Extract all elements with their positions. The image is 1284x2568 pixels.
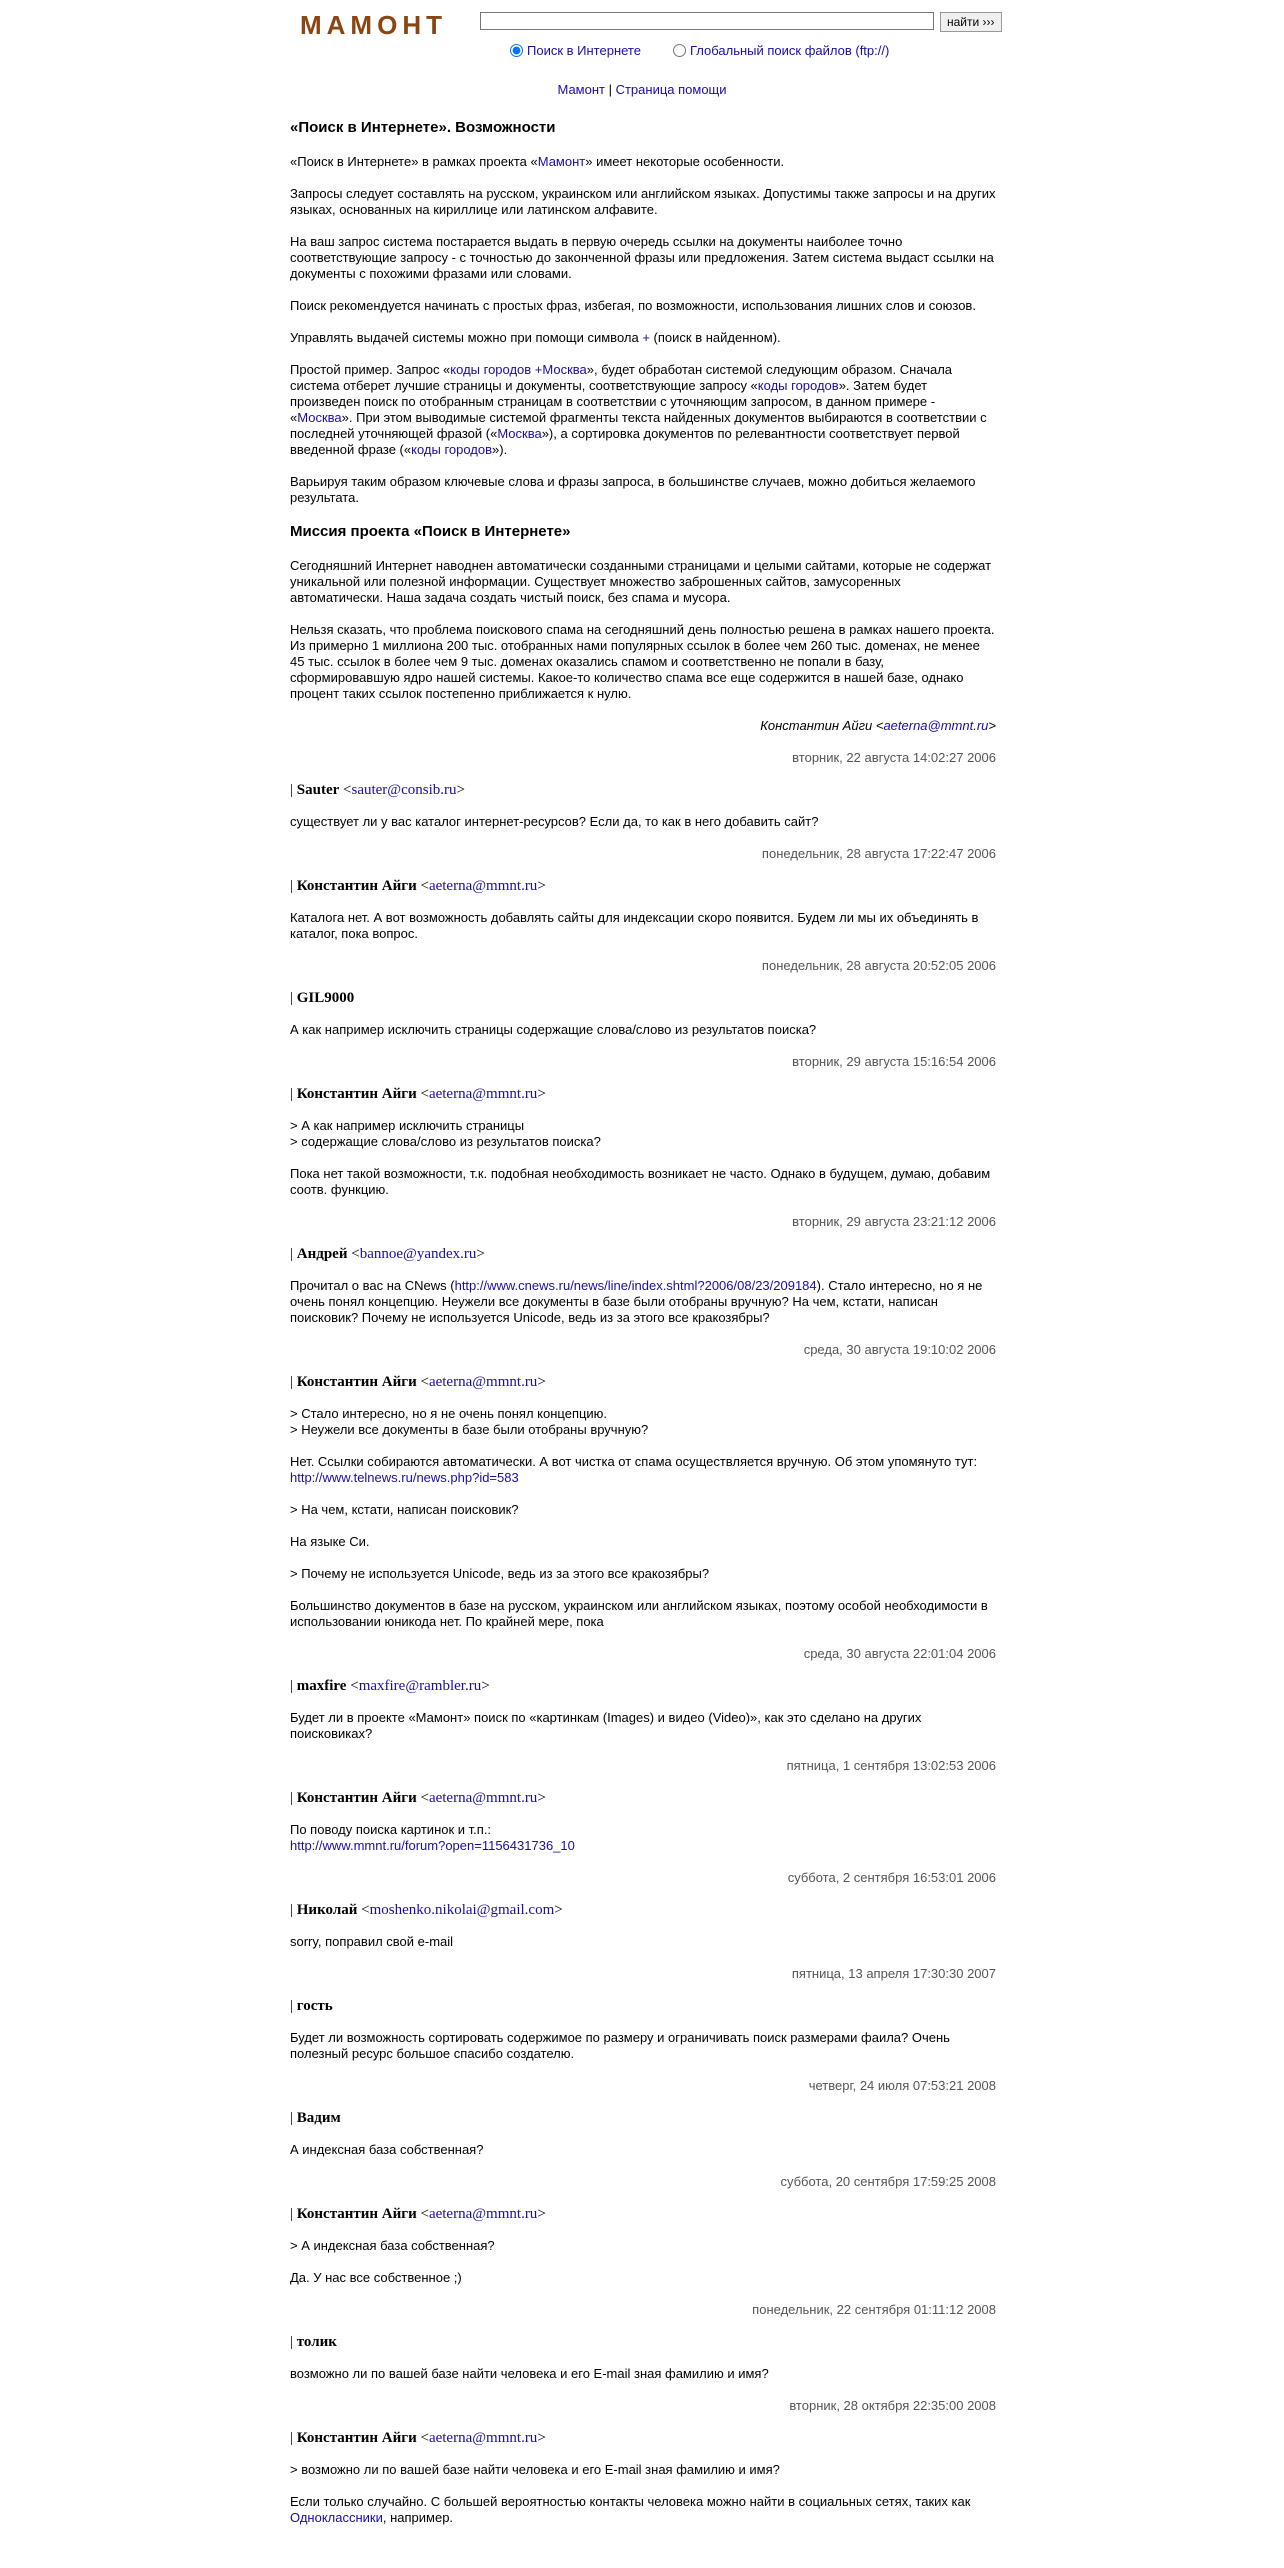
comment-pipe: | [290,1246,297,1262]
comment-author-name: Константин Айги [296,1086,417,1102]
search-button[interactable]: найти ››› [940,12,1002,32]
comment-link[interactable]: Одноклассники [290,2510,383,2525]
comment-pipe: | [290,1374,297,1390]
comment-author: | Константин Айги <aeterna@mmnt.ru> [290,2430,546,2446]
article-title: «Поиск в Интернете». Возможности [290,119,556,136]
article-paragraph: На ваш запрос система постарается выдать в первую очередь ссылки на документы наиболее точно соответствующие запросу - с точностью до законченной фразы или предложения. Затем система выдаст ссылки на документы с похожими фразами или словами. [290,234,994,281]
comment-author-email[interactable]: bannoe@yandex.ru [359,1246,477,1262]
comment-author [290,990,996,1006]
radio-ftp-option[interactable] [673,43,889,58]
comment-author-name: Константин Айги [296,2430,417,2446]
comment-author-email[interactable]: maxfire@rambler.ru [358,1678,482,1694]
comment-author: | Константин Айги <aeterna@mmnt.ru> [290,2206,546,2222]
comment-date: вторник, 29 августа 15:16:54 2006 [792,1054,996,1069]
comment-author-name: Константин Айги [296,1790,417,1806]
comment-author-name: толик [296,2334,337,2350]
radio-ftp-label[interactable]: Глобальный поиск файлов (ftp://) [689,43,890,58]
article-paragraph: Нельзя сказать, что проблема поискового спама на сегодняшний день полностью решена в рамках нашего проекта. Из примерно 1 миллиона 200 тыс. отобранных нами популярных ссылок в более чем 260 тыс. доменах, не менее 45 тыс. ссылок в более чем 9 тыс. доменах оказались спамом и соответственно не попали в базу, сформировавшую ядро нашей системы. Какое-то количество спама все еще содержится в нашей базе, однако процент таких ссылок постепенно приближается к нулю. [290,622,995,701]
comment-author [290,1998,996,2014]
comment-author-email[interactable]: aeterna@mmnt.ru [428,1374,538,1390]
example-query-link[interactable]: Москва [497,426,542,441]
comment-date: понедельник, 22 сентября 01:11:12 2008 [752,2302,996,2317]
mamont-link[interactable]: Мамонт [557,82,605,97]
comment-body: возможно ли по вашей базе найти человека и его E-mail зная фамилию и имя? [290,2366,769,2381]
main-content [290,118,996,2542]
comment-body: Нет. Ссылки собираются автоматически. А вот чистка от спама осуществляется вручную. Об этом упомянуто тут: http://www.telnews.ru/news.php?id=583 [290,1454,978,1485]
radio-internet-label[interactable]: Поиск в Интернете [527,43,641,58]
comment-body: А как например исключить страницы содержащие слова/слово из результатов поиска? [290,1022,817,1037]
article-paragraph: Сегодняшний Интернет наводнен автоматически созданными страницами и целыми сайтами, которые не содержат уникальной или полезной информации. Существует множество заброшенных сайтов, замусоренных автоматически. Наша задача создать чистый поиск, без спама и мусора. [290,558,992,605]
comment-date: среда, 30 августа 19:10:02 2006 [803,1342,996,1357]
comment-author-email[interactable]: aeterna@mmnt.ru [428,1086,538,1102]
comment-author-name: Вадим [296,2110,341,2126]
comment-body: sorry, поправил свой e-mail [290,1934,454,1949]
article-paragraph: «Поиск в Интернете» в рамках проекта «Мамонт» имеет некоторые особенности. [290,154,785,169]
comment-author [290,2110,996,2126]
comment-pipe: | [290,1086,297,1102]
mamont-inline-link[interactable]: Мамонт [537,154,586,169]
comment-author-name: Константин Айги [296,878,417,894]
comment-author-name: Константин Айги [296,2206,417,2222]
comment-body: > А индексная база собственная? [290,2238,495,2253]
comment-author: | Константин Айги <aeterna@mmnt.ru> [290,1086,546,1102]
comment-author [290,2334,996,2350]
comment-author-email[interactable]: sauter@consib.ru [351,782,457,798]
comment-pipe: | [290,878,297,894]
comment-date: понедельник, 28 августа 20:52:05 2006 [761,958,996,973]
comment-author-email[interactable]: aeterna@mmnt.ru [428,2430,538,2446]
example-query-link[interactable]: коды городов +Москва [450,362,587,377]
comment-author-name: Андрей [296,1246,348,1262]
comment-body: > Стало интересно, но я не очень понял концепцию. > Неужели все документы в базе были отобраны вручную? [290,1406,649,1437]
comment-author: | Константин Айги <aeterna@mmnt.ru> [290,878,546,894]
comment-pipe: | [290,2206,297,2222]
comment-body: Большинство документов в базе на русском, украинском или английском языках, поэтому особой необходимости в использовании юникода нет. По крайней мере, пока [290,1598,988,1629]
comment-link[interactable]: http://www.cnews.ru/news/line/index.shtml?2006/08/23/209184 [454,1278,817,1293]
top-nav [0,82,1284,97]
comment-author-name: Константин Айги [296,1374,417,1390]
comment-pipe: | [290,1790,297,1806]
comment-date: суббота, 2 сентября 16:53:01 2006 [787,1870,996,1885]
article-paragraph: Простой пример. Запрос «коды городов +Москва», будет обработан системой следующим образом. Сначала система отберет лучшие страницы и документы, соответствующие запросу «коды городов». Затем будет произведен поиск по отобранным страницам в соответствии с уточняющим запросом, в данном примере - «Москва». При этом выводимые системой фрагменты текста найденных документов выбираются в соответствии с последней уточняющей фразой («Москва»), а сортировка документов по релевантности соответствует первой введенной фразе («коды городов»). [290,362,987,457]
comment-list [290,782,996,2526]
comment-body: > А как например исключить страницы > содержащие слова/слово из результатов поиска? [290,1118,601,1149]
comment-body: Пока нет такой возможности, т.к. подобная необходимость возникает не часто. Однако в будущем, думаю, добавим соотв. функцию. [290,1166,991,1197]
comment-body: Будет ли возможность сортировать содержимое по размеру и ограничивать поиск размерами фаила? Очень полезный ресурс большое спасибо создателю. [290,2030,950,2061]
comment-pipe: | [290,782,297,798]
article-paragraph: Поиск рекомендуется начинать с простых фраз, избегая, по возможности, использования лишних слов и союзов. [290,298,976,313]
comment-pipe: | [290,2110,297,2126]
comment-pipe: | [290,2430,297,2446]
article-paragraph: Запросы следует составлять на русском, украинском или английском языках. Допустимы также запросы и на других языках, основанных на кириллице или латинском алфавите. [290,186,996,217]
comment-author-email[interactable]: aeterna@mmnt.ru [428,878,538,894]
help-link[interactable]: Страница помощи [615,82,727,97]
comment-pipe: | [290,990,297,1006]
comment-link[interactable]: http://www.telnews.ru/news.php?id=583 [290,1470,519,1485]
comment-author-name: Sauter [296,782,340,798]
comment-pipe: | [290,2334,297,2350]
comment-date: суббота, 20 сентября 17:59:25 2008 [780,2174,996,2189]
comment-author-email[interactable]: aeterna@mmnt.ru [428,2206,538,2222]
comment-author-name: maxfire [296,1678,347,1694]
article-paragraph: Управлять выдачей системы можно при помощи символа + (поиск в найденном). [290,330,781,345]
comment-link[interactable]: http://www.mmnt.ru/forum?open=1156431736_10 [290,1838,575,1853]
comment-author-name: гость [296,1998,333,2014]
article-signature: Константин Айги <aeterna@mmnt.ru> [760,718,996,733]
comment-body: На языке Си. [290,1534,370,1549]
comment-author: | Sauter <sauter@consib.ru> [290,782,465,798]
search-mode-group [510,43,889,58]
comment-author: | Николай <moshenko.nikolai@gmail.com> [290,1902,563,1918]
comment-body: Каталога нет. А вот возможность добавлять сайты для индексации скоро появится. Будем ли мы их объединять в каталог, пока вопрос. [290,910,979,941]
radio-internet[interactable] [510,44,523,57]
nav-separator: | [604,82,616,97]
comment-body: > Почему не используется Unicode, ведь из за этого все кракозябры? [290,1566,710,1581]
comment-date: среда, 30 августа 22:01:04 2006 [803,1646,996,1661]
comment-date: вторник, 28 октября 22:35:00 2008 [789,2398,996,2413]
comment-pipe: | [290,1998,297,2014]
plus-symbol-link[interactable]: + [642,330,650,345]
example-query-link[interactable]: Москва [297,410,342,425]
comment-body: Если только случайно. С большей вероятностью контакты человека можно найти в социальных сетях, таких как Одноклассники, например. [290,2494,971,2525]
logo[interactable]: МАМОНТ [300,10,447,40]
comment-date: четверг, 24 июля 07:53:21 2008 [808,2078,996,2093]
comment-body: Да. У нас все собственное ;) [290,2270,462,2285]
comment-author: | Андрей <bannoe@yandex.ru> [290,1246,485,1262]
comment-body: > На чем, кстати, написан поисковик? [290,1502,519,1517]
example-query-link[interactable]: коды городов [411,442,493,457]
comment-pipe: | [290,1678,297,1694]
comment-author-email[interactable]: moshenko.nikolai@gmail.com [369,1902,555,1918]
comment-body: По поводу поиска картинок и т.п.: http://www.mmnt.ru/forum?open=1156431736_10 [290,1822,575,1853]
example-query-link[interactable]: коды городов [757,378,839,393]
comment-date: пятница, 1 сентября 13:02:53 2006 [786,1758,996,1773]
comment-date: вторник, 29 августа 23:21:12 2006 [792,1214,996,1229]
radio-internet-option[interactable] [510,43,641,58]
comment-body: существует ли у вас каталог интернет-ресурсов? Если да, то как в него добавить сайт? [290,814,819,829]
comment-author: | maxfire <maxfire@rambler.ru> [290,1678,490,1694]
radio-ftp[interactable] [673,44,686,57]
comment-date: пятница, 13 апреля 17:30:30 2007 [791,1966,996,1981]
comment-body: Будет ли в проекте «Мамонт» поиск по «картинкам (Images) и видео (Video)», как это сделано на других поисковиках? [290,1710,922,1741]
comment-date: понедельник, 28 августа 17:22:47 2006 [761,846,996,861]
comment-body: > возможно ли по вашей базе найти человека и его E-mail зная фамилию и имя? [290,2462,780,2477]
search-input[interactable] [480,12,934,30]
comment-pipe: | [290,1902,297,1918]
comment-body: А индексная база собственная? [290,2142,484,2157]
comment-author-name: Николай [296,1902,358,1918]
comment-author-email[interactable]: aeterna@mmnt.ru [428,1790,538,1806]
article-paragraph: Варьируя таким образом ключевые слова и фразы запроса, в большинстве случаев, можно добиться желаемого результата. [290,474,976,505]
comment-body: Прочитал о вас на CNews (http://www.cnews.ru/news/line/index.shtml?2006/08/23/209184). Стало интересно, но я не очень понял концепцию. Неужели все документы в базе были отобраны вручную? На чем, кстати, написан поисковик? Почему не используется Unicode, ведь из за этого все кракозябры? [290,1278,983,1325]
comment-author-name: GIL9000 [296,990,355,1006]
comment-author: | Константин Айги <aeterna@mmnt.ru> [290,1374,546,1390]
mission-title: Миссия проекта «Поиск в Интернете» [290,523,571,540]
signature-email-link[interactable]: aeterna@mmnt.ru [883,718,989,733]
comment-author: | Константин Айги <aeterna@mmnt.ru> [290,1790,546,1806]
article-date: вторник, 22 августа 14:02:27 2006 [792,750,996,765]
